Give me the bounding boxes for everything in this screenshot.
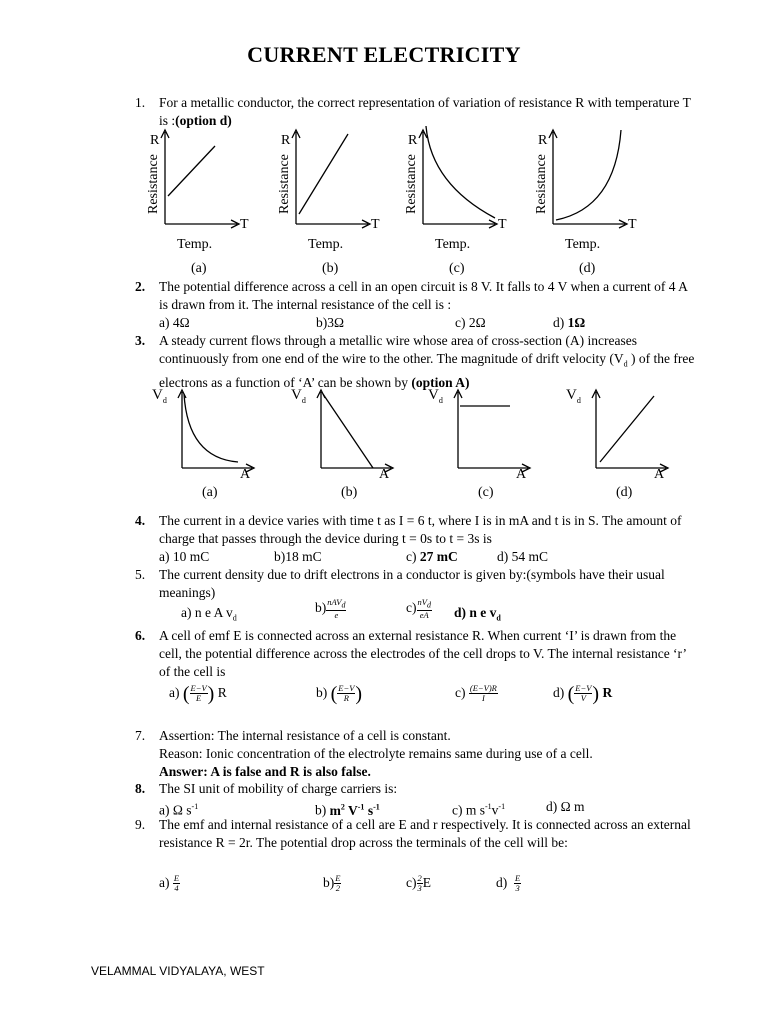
question-number: 1. [135, 95, 146, 110]
graph-axes [165, 224, 166, 225]
option-a: a) Ω $s^{-1}$ [159, 802, 199, 818]
graph-axes [182, 468, 183, 469]
question-number: 2. [135, 279, 146, 294]
drift-velocity-curve [184, 394, 238, 462]
page-title: CURRENT ELECTRICITY [247, 42, 521, 67]
question-3 [135, 332, 695, 392]
y-axis-letter: R [408, 133, 418, 148]
question-text: The current density due to drift electrons in a conductor is given by:(symbols have their usual meanings) [159, 567, 665, 600]
graph-caption: (d) [579, 261, 596, 276]
answer: $m^2$ $V^{-1}$ $s^{-1}$ [329, 802, 380, 818]
drift-velocity-curve [323, 394, 373, 468]
y-axis-letter: R [538, 133, 548, 148]
x-axis-letter: A [516, 467, 527, 482]
x-axis-letter: T [498, 217, 507, 232]
question-9 [135, 816, 695, 852]
resistance-curve [426, 126, 495, 218]
footer-school-name: VELAMMAL VIDYALAYA, WEST [91, 964, 265, 978]
answer: R [602, 685, 613, 700]
graph-caption: (b) [322, 261, 339, 276]
option-c: c) $\frac{(E-V)R}{I}$ [455, 683, 497, 704]
option-b: b) $\frac{E}{2}$ [323, 873, 341, 894]
graph-axes [296, 224, 297, 225]
question-text: The potential difference across a cell in an open circuit is 8 V. It falls to 4 V when a current of 4 A is drawn from it. The internal resistance of the cell is : [159, 279, 688, 312]
graph-axes [321, 468, 322, 469]
option-a: a) n e A $v_d$ [181, 605, 237, 623]
graph-caption: (c) [478, 485, 494, 500]
x-axis-label: Temp. [565, 237, 601, 252]
question-text: The SI unit of mobility of charge carriers is: [159, 781, 398, 796]
y-axis-letter: $V_d$ [428, 387, 443, 405]
resistance-curve [168, 146, 215, 196]
x-axis-letter: T [371, 217, 380, 232]
option-b: b) $m^2$ $V^{-1}$ $s^{-1}$ [315, 802, 380, 818]
graph-axes [423, 224, 424, 225]
y-axis-label: Resistance [146, 154, 161, 214]
question-number: 4. [135, 513, 146, 528]
question-number: 9. [135, 817, 146, 832]
question-6 [135, 627, 695, 681]
option-c: c) $\frac{nV_d}{eA}$ [406, 597, 431, 620]
option-a: a) 4Ω [159, 315, 190, 330]
question-1 [135, 94, 695, 130]
answer: (option A) [411, 374, 470, 390]
answer: (option d) [175, 113, 232, 128]
x-axis-label: Temp. [308, 237, 344, 252]
answer: 27 mC [419, 549, 458, 564]
question-number: 5. [135, 567, 146, 582]
question-5 [135, 566, 695, 602]
x-axis-letter: A [240, 467, 251, 482]
x-axis-label: Temp. [177, 237, 213, 252]
x-axis-letter: A [654, 467, 665, 482]
y-axis-letter: R [281, 133, 291, 148]
option-d: d) Ω m [546, 799, 585, 814]
answer: Answer: A is false and R is also false. [159, 764, 371, 779]
question-number: 8. [135, 781, 146, 796]
y-axis-label: Resistance [277, 154, 292, 214]
question-number: 6. [135, 628, 146, 643]
option-d: d) 1Ω [553, 315, 586, 330]
x-axis-letter: T [240, 217, 249, 232]
option-b: b) ( $\frac{E-V}{R}$ ) [316, 682, 363, 705]
question-text: The emf and internal resistance of a cell are E and r respectively. It is connected across an external resistance R = 2r. The potential drop across the terminals of the cell will be: [159, 817, 691, 850]
resistance-curve [556, 130, 621, 220]
option-b: b)3Ω [316, 315, 345, 330]
graph-axes [596, 468, 597, 469]
option-c: c) m $s^{-1}v^{-1}$ [452, 802, 506, 818]
x-axis-label: Temp. [435, 237, 471, 252]
question-text: For a metallic conductor, the correct representation of variation of resistance R with temperature T is :(option d) [159, 95, 691, 128]
x-axis-letter: T [628, 217, 637, 232]
y-axis-label: Resistance [534, 154, 549, 214]
y-axis-letter: R [150, 133, 160, 148]
option-c: c) 27 mC [406, 549, 458, 564]
option-d: d) ( $\frac{E-V}{V}$ ) R [553, 682, 613, 705]
y-axis-letter: $V_d$ [152, 387, 167, 405]
question-8 [135, 780, 695, 798]
graph-caption: (a) [202, 485, 218, 500]
question-7 [135, 727, 695, 781]
question-text: The current in a device varies with time t as I = 6 t, where I is in mA and t is in S. The amount of charge that passes through the device during t = 0s to t = 3s is [159, 513, 682, 546]
question-2 [135, 278, 695, 314]
question-number: 3. [135, 333, 146, 348]
option-d: d) n e $v_d$ [454, 605, 501, 623]
graph-axes [458, 468, 459, 469]
x-axis-letter: A [379, 467, 390, 482]
option-d: d) $\frac{E}{3}$ [496, 873, 521, 894]
option-b: b)18 mC [274, 549, 322, 564]
assertion: Assertion: The internal resistance of a cell is constant. [159, 728, 451, 743]
option-a: a) 10 mC [159, 549, 210, 564]
graph-caption: (a) [191, 261, 207, 276]
answer: 1Ω [567, 315, 586, 330]
question-text: A cell of emf E is connected across an external resistance R. When current ‘I’ is drawn from the cell, the potential difference across the electrodes of the cell drops to V. The internal resistance ‘r’ of the cell is [159, 628, 687, 679]
y-axis-letter: $V_d$ [566, 387, 581, 405]
resistance-curve [299, 134, 348, 214]
graph-caption: (d) [616, 485, 633, 500]
option-a: a) $\frac{E}{4}$ [159, 873, 180, 894]
graph-caption: (b) [341, 485, 358, 500]
question-text: A steady current flows through a metallic wire whose area of cross-section (A) increases continuously from one end of the wire to the other. The magnitude of drift velocity ($V_d$ ) of the free electrons as a function of ‘A’ can be shown by (option A) [159, 333, 695, 390]
graph-axes [553, 224, 554, 225]
graph-caption: (c) [449, 261, 465, 276]
y-axis-letter: $V_d$ [291, 387, 306, 405]
question-4 [135, 512, 695, 548]
drift-velocity-curve [600, 396, 654, 462]
option-b: b) $\frac{nAV_d}{e}$ [315, 597, 346, 620]
option-a: a) ( $\frac{E-V}{E}$ ) R [169, 682, 227, 705]
reason: Reason: Ionic concentration of the electrolyte remains same during use of a cell. [159, 746, 593, 761]
option-c: c) 2Ω [455, 315, 486, 330]
option-d: d) 54 mC [497, 549, 549, 564]
question-number: 7. [135, 728, 146, 743]
option-c: c) $\frac{2}{3}$ E [406, 873, 431, 894]
y-axis-label: Resistance [404, 154, 419, 214]
